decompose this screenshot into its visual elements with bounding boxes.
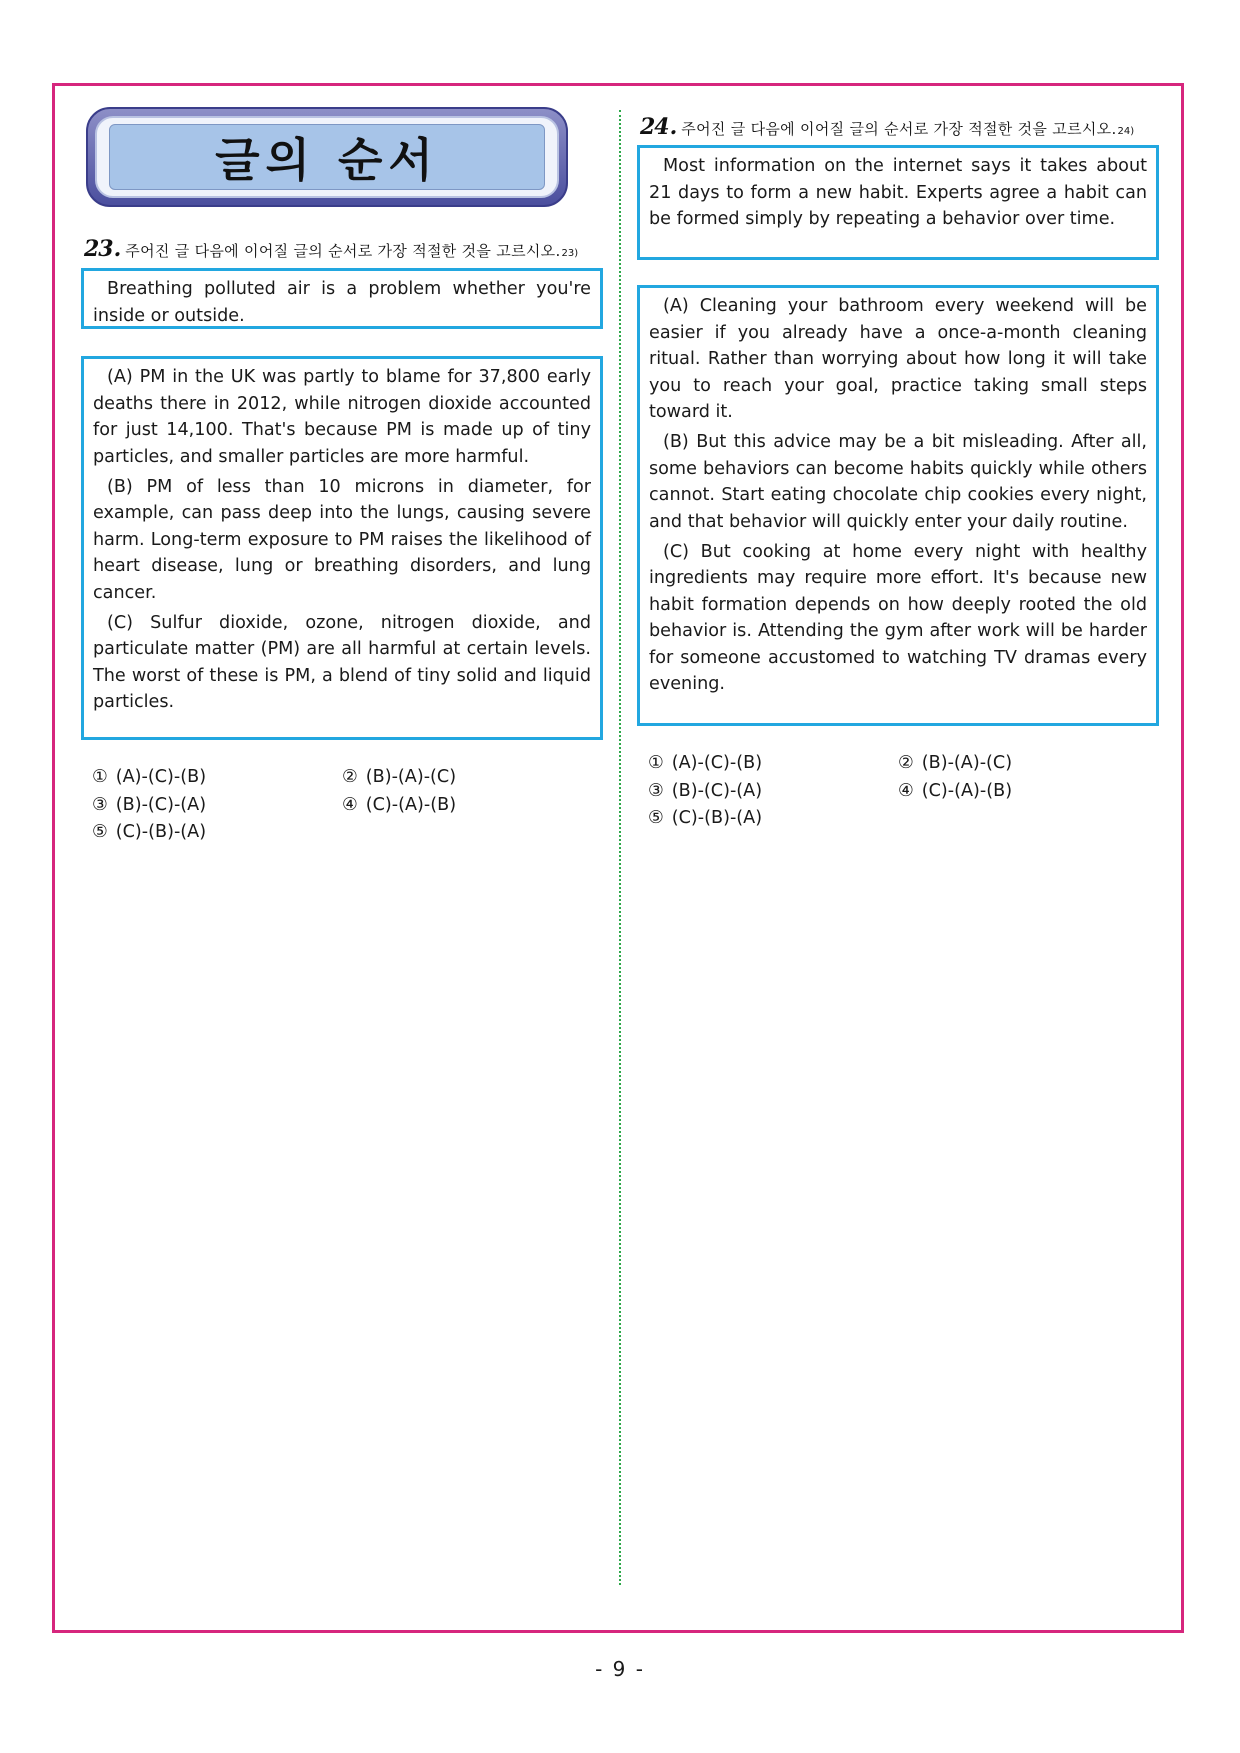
choice-5[interactable]: ⑤ (C)-(B)-(A)	[92, 822, 207, 842]
page-number: - 9 -	[595, 1657, 645, 1681]
question-instruction: 주어진 글 다음에 이어질 글의 순서로 가장 적절한 것을 고르시오.	[681, 120, 1117, 138]
choice-2[interactable]: ② (B)-(A)-(C)	[898, 753, 1013, 773]
choice-2[interactable]: ② (B)-(A)-(C)	[342, 767, 457, 787]
section-title-frame	[95, 116, 559, 198]
footnote-marker: 23)	[561, 248, 579, 259]
paragraph-a: (A) Cleaning your bathroom every weekend will be easier if you already have a once-a-month cleaning ritual. Rather than worrying about how long it will take you to reach your goal, practice taking small steps toward it.	[649, 296, 1147, 422]
choice-3[interactable]: ③ (B)-(C)-(A)	[92, 794, 207, 815]
section-title-banner	[86, 107, 568, 207]
question-number: 24.	[640, 114, 677, 140]
column-divider	[619, 110, 621, 1585]
choice-4[interactable]: ④ (C)-(A)-(B)	[342, 794, 457, 815]
paragraph-b: (B) PM of less than 10 microns in diameter, for example, can pass deep into the lungs, causing severe harm. Long-term exposure to PM raises the likelihood of heart disease, lung or breathing disorders, and lung cancer.	[93, 476, 591, 603]
question-24-given-text	[637, 145, 1159, 260]
question-23-header	[84, 236, 578, 262]
choice-1[interactable]: ① (A)-(C)-(B)	[92, 767, 207, 787]
question-number: 23.	[84, 236, 121, 262]
given-passage: Most information on the internet says it takes about 21 days to form a new habit. Experts agree a habit can be formed simply by repeating a behavior over time.	[649, 156, 1147, 229]
question-23-choices	[92, 764, 562, 847]
question-24-choices	[648, 750, 1118, 833]
question-23-paragraphs	[81, 356, 603, 740]
paragraph-c: (C) Sulfur dioxide, ozone, nitrogen dioxide, and particulate matter (PM) are all harmful at certain levels. The worst of these is PM, a blend of tiny solid and liquid particles.	[93, 612, 591, 712]
choice-3[interactable]: ③ (B)-(C)-(A)	[648, 780, 763, 801]
choice-4[interactable]: ④ (C)-(A)-(B)	[898, 780, 1013, 801]
question-24-header	[640, 114, 1134, 140]
question-24-paragraphs	[637, 285, 1159, 726]
choice-1[interactable]: ① (A)-(C)-(B)	[648, 753, 763, 773]
question-23-given-text	[81, 268, 603, 329]
section-title: 글의 순서	[109, 124, 545, 190]
choice-5[interactable]: ⑤ (C)-(B)-(A)	[648, 808, 763, 828]
footnote-marker: 24)	[1117, 126, 1135, 137]
question-instruction: 주어진 글 다음에 이어질 글의 순서로 가장 적절한 것을 고르시오.	[125, 242, 561, 260]
paragraph-a: (A) PM in the UK was partly to blame for 37,800 early deaths there in 2012, while nitrogen dioxide accounted for just 14,100. That's because PM is made up of tiny particles, and smaller particles are more harmful.	[93, 367, 591, 467]
given-passage: Breathing polluted air is a problem whether you're inside or outside.	[93, 279, 591, 326]
paragraph-c: (C) But cooking at home every night with healthy ingredients may require more effort. It's because new habit formation depends on how deeply rooted the old behavior is. Attending the gym after work will be harder for someone accustomed to watching TV dramas every evening.	[649, 541, 1147, 694]
paragraph-b: (B) But this advice may be a bit misleading. After all, some behaviors can become habits quickly while others cannot. Start eating chocolate chip cookies every night, and that behavior will quickly enter your daily routine.	[649, 432, 1147, 532]
